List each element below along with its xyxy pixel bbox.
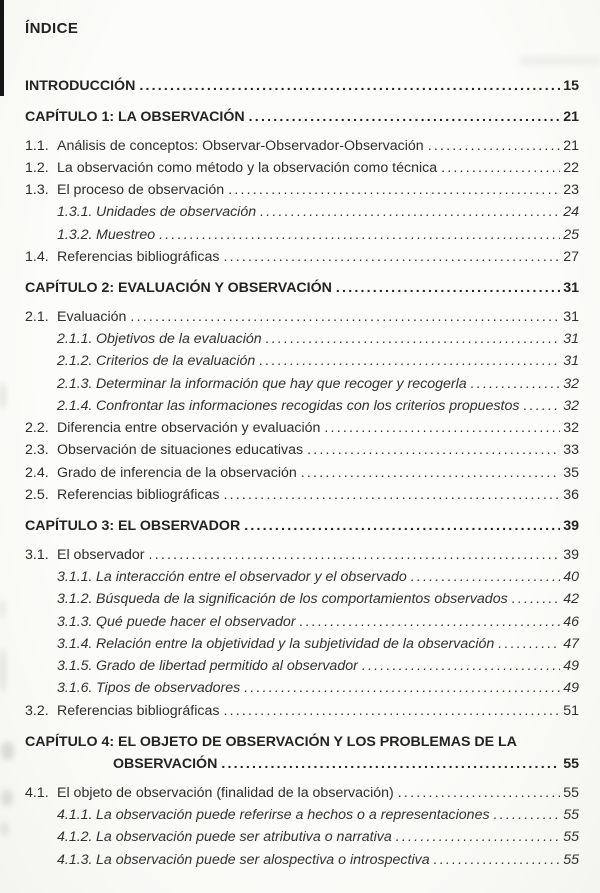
entry-number: 3.1.3. (57, 613, 93, 630)
toc-entry (25, 611, 579, 633)
entry-label: Observación de situaciones educativas (57, 442, 304, 459)
dot-leader (493, 804, 561, 826)
toc-entry (25, 588, 579, 610)
toc-entry (25, 246, 579, 268)
entry-page-number: 31 (563, 280, 579, 297)
entry-number: 1.4. (25, 249, 49, 266)
entry-number: 2.1.1. (57, 330, 93, 347)
entry-label: La interacción entre el observador y el observado (96, 568, 407, 585)
entry-page-number: 23 (563, 182, 579, 199)
scan-artifact-smudge (0, 822, 9, 836)
toc-entry (25, 782, 579, 804)
dot-leader (222, 700, 560, 722)
entry-label: Relación entre la objetividad y la subjetividad de la observación (96, 635, 495, 652)
entry-page-number: 42 (563, 591, 579, 608)
entry-label: OBSERVACIÓN (113, 756, 218, 773)
dot-leader (522, 395, 560, 417)
toc-entry (25, 201, 579, 223)
entry-number: 3.1.6. (57, 680, 93, 697)
entry-number: 3.1.5. (57, 658, 93, 675)
entry-page-number: 51 (563, 702, 579, 719)
dot-leader (138, 75, 560, 97)
entry-number: 2.2. (25, 420, 49, 437)
entry-label: Confrontar las informaciones recogidas con los criterios propuestos (96, 397, 520, 414)
dot-leader (433, 849, 561, 871)
entry-label: Diferencia entre observación y evaluación (57, 420, 321, 437)
entry-page-number: 32 (563, 397, 579, 414)
toc-entry (25, 484, 579, 506)
entry-number: 2.5. (25, 487, 49, 504)
entry-number: 2.3. (25, 442, 49, 459)
entry-page-number: 24 (563, 204, 579, 221)
entry-number: 4.1.1. (57, 806, 93, 823)
toc-entry (25, 373, 579, 395)
toc-entry (25, 849, 579, 871)
entry-page-number: 55 (563, 851, 579, 868)
entry-page-number: 49 (563, 680, 579, 697)
toc-entry (25, 633, 579, 655)
dot-leader (300, 462, 560, 484)
entry-page-number: 35 (563, 464, 579, 481)
toc-entry (25, 439, 579, 461)
entry-number: 4.1. (25, 784, 49, 801)
entry-number: 3.1.4. (57, 635, 93, 652)
entry-page-number: 55 (563, 756, 579, 773)
entry-number: 2.4. (25, 464, 49, 481)
entry-page-number: 21 (563, 109, 579, 126)
entry-page-number: 39 (563, 546, 579, 563)
entry-page-number: 31 (563, 353, 579, 370)
toc-entry (25, 655, 579, 677)
dot-leader (265, 328, 561, 350)
page-title: ÍNDICE (25, 20, 79, 37)
entry-label: El proceso de observación (57, 182, 225, 199)
entry-label: Unidades de observación (96, 204, 257, 221)
entry-number: 4.1.3. (57, 851, 93, 868)
dot-leader (361, 655, 560, 677)
entry-page-number: 32 (563, 375, 579, 392)
toc-entry (25, 277, 579, 299)
dot-leader (158, 224, 560, 246)
entry-number: 4.1.2. (57, 829, 93, 846)
dot-leader (395, 826, 560, 848)
dot-leader (243, 515, 560, 537)
toc-entry (25, 179, 579, 201)
toc-entry (25, 157, 579, 179)
entry-number: 1.1. (25, 137, 49, 154)
scan-artifact-smudge (0, 383, 6, 409)
entry-page-number: 36 (563, 487, 579, 504)
entry-page-number: 39 (563, 518, 579, 535)
dot-leader (470, 373, 561, 395)
toc-entry (25, 75, 579, 97)
entry-page-number: 27 (563, 249, 579, 266)
entry-number: 2.1. (25, 308, 49, 325)
page-content (25, 21, 579, 871)
entry-page-number: 31 (563, 308, 579, 325)
entry-number: 1.3.2. (57, 226, 93, 243)
entry-page-number: 22 (563, 159, 579, 176)
toc-entry (25, 306, 579, 328)
dot-leader (259, 201, 560, 223)
entry-label: Evaluación (57, 308, 127, 325)
entry-number: 1.3.1. (57, 204, 93, 221)
toc-entry (25, 395, 579, 417)
entry-number: 3.2. (25, 702, 49, 719)
dot-leader (258, 350, 560, 372)
entry-label: Muestreo (96, 226, 156, 243)
scan-artifact-smudge (1, 742, 14, 760)
entry-label: Grado de inferencia de la observación (57, 464, 297, 481)
dot-leader (497, 633, 560, 655)
dot-leader (248, 106, 561, 128)
entry-label: La observación puede referirse a hechos o a representaciones (96, 806, 490, 823)
entry-label: Tipos de observadores (96, 680, 241, 697)
entry-label: El observador (57, 546, 145, 563)
entry-page-number: 55 (563, 806, 579, 823)
entry-page-number: 32 (563, 420, 579, 437)
entry-page-number: 55 (563, 829, 579, 846)
entry-page-number: 21 (563, 137, 579, 154)
dot-leader (323, 417, 560, 439)
dot-leader (410, 566, 560, 588)
entry-number: 3.1.2. (57, 591, 93, 608)
entry-label: La observación puede ser atributiva o narrativa (96, 829, 392, 846)
entry-page-number: 25 (563, 226, 579, 243)
entry-label: CAPÍTULO 1: LA OBSERVACIÓN (25, 109, 245, 126)
entry-label: La observación puede ser alospectiva o introspectiva (96, 851, 430, 868)
scan-artifact-corner-bar (0, 0, 4, 96)
entry-label: Referencias bibliográficas (57, 249, 220, 266)
entry-label: Objetivos de la evaluación (96, 330, 262, 347)
toc-entry (25, 462, 579, 484)
toc-entry-chapter-line1 (25, 731, 579, 753)
entry-label: Criterios de la evaluación (96, 353, 256, 370)
toc-entry (25, 826, 579, 848)
entry-page-number: 49 (563, 658, 579, 675)
toc-entry (25, 350, 579, 372)
entry-label: Grado de libertad permitido al observador (96, 658, 358, 675)
toc-entry (25, 515, 579, 537)
toc-entry (25, 566, 579, 588)
toc-entry (25, 224, 579, 246)
scan-artifact-smudge (0, 648, 6, 692)
dot-leader (222, 246, 560, 268)
dot-leader (222, 484, 560, 506)
toc-entry (25, 135, 579, 157)
dot-leader (427, 135, 561, 157)
entry-label: INTRODUCCIÓN (25, 78, 136, 94)
dot-leader (397, 782, 560, 804)
entry-page-number: 47 (563, 635, 579, 652)
entry-number: 2.1.4. (57, 397, 93, 414)
entry-page-number: 55 (563, 784, 579, 801)
toc-list (25, 75, 579, 871)
entry-label: La observación como método y la observación como técnica (57, 159, 438, 176)
toc-entry (25, 417, 579, 439)
dot-leader (299, 611, 561, 633)
dot-leader (335, 277, 560, 299)
toc-entry (25, 677, 579, 699)
entry-label: Análisis de conceptos: Observar-Observador-Observación (57, 137, 424, 154)
dot-leader (243, 677, 560, 699)
entry-label: CAPÍTULO 4: EL OBJETO DE OBSERVACIÓN Y LOS PROBLEMAS DE LA (25, 734, 517, 751)
toc-entry (25, 700, 579, 722)
entry-number: 1.3. (25, 182, 49, 199)
dot-leader (440, 157, 560, 179)
toc-entry (25, 106, 579, 128)
entry-label: CAPÍTULO 2: EVALUACIÓN Y OBSERVACIÓN (25, 280, 332, 297)
entry-number: 3.1. (25, 546, 49, 563)
entry-label: El objeto de observación (finalidad de la observación) (57, 784, 394, 801)
entry-page-number: 31 (563, 330, 579, 347)
entry-label: Determinar la información que hay que recoger y recogerla (96, 375, 467, 392)
entry-label: Qué puede hacer el observador (96, 613, 296, 630)
entry-number: 1.2. (25, 159, 49, 176)
entry-page-number: 33 (563, 442, 579, 459)
dot-leader (227, 179, 560, 201)
scan-artifact-smudge (1, 790, 13, 806)
toc-entry (25, 328, 579, 350)
dot-leader (220, 753, 560, 775)
entry-number: 2.1.3. (57, 375, 93, 392)
scan-artifact-smudge (0, 600, 5, 618)
toc-entry (25, 544, 579, 566)
dot-leader (306, 439, 560, 461)
entry-number: 2.1.2. (57, 353, 93, 370)
entry-label: Referencias bibliográficas (57, 702, 220, 719)
entry-page-number: 40 (563, 568, 579, 585)
dot-leader (148, 544, 561, 566)
entry-page-number: 15 (563, 78, 579, 94)
toc-entry (25, 804, 579, 826)
entry-label: CAPÍTULO 3: EL OBSERVADOR (25, 518, 241, 535)
entry-number: 3.1.1. (57, 568, 93, 585)
dot-leader (511, 588, 561, 610)
entry-label: Referencias bibliográficas (57, 487, 220, 504)
toc-entry-chapter-line2 (25, 753, 579, 775)
dot-leader (129, 306, 560, 328)
entry-label: Búsqueda de la significación de los comportamientos observados (96, 591, 508, 608)
entry-page-number: 46 (563, 613, 579, 630)
